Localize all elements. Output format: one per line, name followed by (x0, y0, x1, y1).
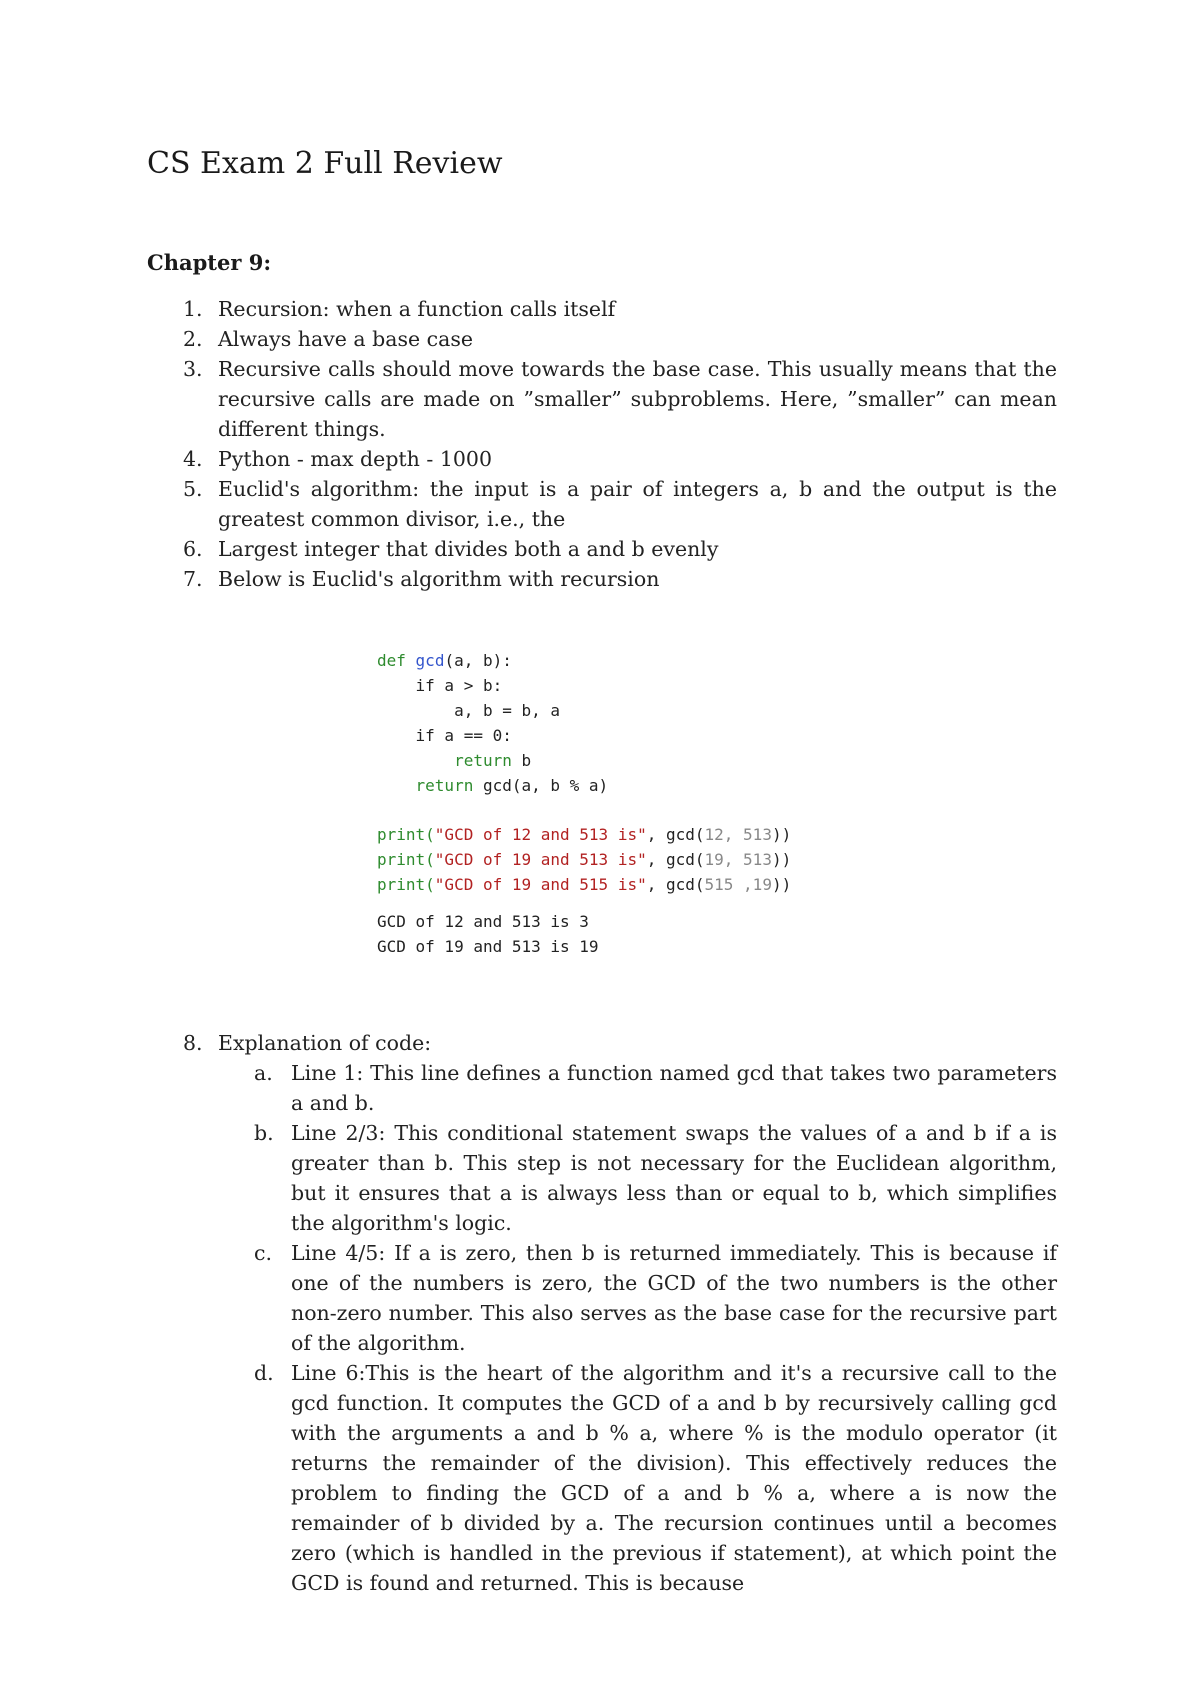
code-text: a, b = b, a (454, 701, 561, 720)
list-number: 2. (183, 327, 203, 351)
sublist-item (218, 1358, 1057, 1598)
sublist-letter: d. (254, 1361, 274, 1385)
chapter-heading: Chapter 9: (147, 250, 272, 275)
sublist-item (218, 1118, 1057, 1238)
chapter-notes-list (147, 294, 1057, 594)
code-number: 515 ,19 (704, 875, 772, 894)
code-text: b (511, 751, 532, 770)
list-item (147, 444, 1057, 474)
sublist-letter: c. (254, 1241, 272, 1265)
list-number: 3. (183, 357, 203, 381)
list-number: 1. (183, 297, 203, 321)
list-item (147, 324, 1057, 354)
code-line-6 (377, 773, 791, 798)
code-number: 19, 513 (704, 850, 772, 869)
code-string: "GCD of 19 and 513 is" (434, 850, 647, 869)
code-text: if a > b: (415, 676, 503, 695)
code-params: (a, b): (444, 651, 512, 670)
list-number: 4. (183, 447, 203, 471)
code-keyword: return (454, 751, 512, 770)
list-item (147, 564, 1057, 594)
code-keyword: print( (377, 850, 435, 869)
sublist-item (218, 1058, 1057, 1118)
code-text: )) (771, 850, 792, 869)
code-text: )) (771, 875, 792, 894)
sublist-item (218, 1238, 1057, 1358)
list-text: Explanation of code: (218, 1031, 432, 1055)
code-print-line-1 (377, 822, 791, 847)
code-output-line-1: GCD of 12 and 513 is 3 (377, 912, 589, 931)
explanation-sublist (218, 1058, 1057, 1598)
list-text: Largest integer that divides both a and b evenly (218, 537, 719, 561)
code-print-line-3 (377, 872, 791, 897)
code-text: , gcd( (646, 875, 705, 894)
code-text: , gcd( (646, 850, 705, 869)
code-string: "GCD of 12 and 513 is" (434, 825, 647, 844)
code-string: "GCD of 19 and 515 is" (434, 875, 647, 894)
code-keyword: return (415, 776, 474, 795)
list-number: 6. (183, 537, 203, 561)
sublist-letter: a. (254, 1061, 273, 1085)
list-text: Below is Euclid's algorithm with recursion (218, 567, 660, 591)
code-line-3 (377, 698, 791, 723)
code-keyword: print( (377, 825, 435, 844)
list-number: 5. (183, 477, 203, 501)
list-text: Recursion: when a function calls itself (218, 297, 616, 321)
sublist-text: Line 4/5: If a is zero, then b is returned immediately. This is because if one of the numbers is zero, the GCD of the two numbers is the other non-zero number. This also serves as the base case for the recursive part of the algorithm. (291, 1241, 1057, 1355)
list-item (147, 1028, 1057, 1598)
list-text: Recursive calls should move towards the base case. This usually means that the recursive calls are made on ”smaller” subproblems. Here, ”smaller” can mean different things. (218, 357, 1057, 441)
list-text: Always have a base case (218, 327, 474, 351)
list-number: 7. (183, 567, 203, 591)
code-text: , gcd( (646, 825, 705, 844)
list-item (147, 294, 1057, 324)
code-line-2 (377, 673, 791, 698)
list-number: 8. (183, 1031, 203, 1055)
sublist-letter: b. (254, 1121, 274, 1145)
code-text: )) (771, 825, 792, 844)
sublist-text: Line 1: This line defines a function named gcd that takes two parameters a and b. (291, 1061, 1057, 1115)
sublist-text: Line 2/3: This conditional statement swaps the values of a and b if a is greater than b. This step is not necessary for the Euclidean algorithm, but it ensures that a is always less than or equal to b, which simplifies the algorithm's logic. (291, 1121, 1057, 1235)
code-text: gcd(a, b % a) (473, 776, 609, 795)
list-item (147, 534, 1057, 564)
code-screenshot (377, 648, 791, 959)
sublist-text: Line 6:This is the heart of the algorithm and it's a recursive call to the gcd function. It computes the GCD of a and b by recursively calling gcd with the arguments a and b % a, where % is the modulo operator (it returns the remainder of the division). This effectively reduces the problem to finding the GCD of a and b % a, where a is now the remainder of b divided by a. The recursion continues until a becomes zero (which is handled in the previous if statement), at which point the GCD is found and returned. This is because (291, 1361, 1057, 1595)
code-line-4 (377, 723, 791, 748)
page-title: CS Exam 2 Full Review (147, 146, 503, 181)
code-text: if a == 0: (415, 726, 512, 745)
code-print-line-2 (377, 847, 791, 872)
list-item (147, 354, 1057, 444)
code-keyword: def (377, 651, 406, 670)
code-line-5 (377, 748, 791, 773)
code-function-name: gcd (415, 651, 445, 670)
explanation-list (147, 1028, 1057, 1598)
list-item (147, 474, 1057, 534)
list-text: Python - max depth - 1000 (218, 447, 493, 471)
code-number: 12, 513 (704, 825, 772, 844)
code-output-line-2: GCD of 19 and 513 is 19 (377, 937, 599, 956)
list-text: Euclid's algorithm: the input is a pair of integers a, b and the output is the greatest common divisor, i.e., the (218, 477, 1057, 531)
code-keyword: print( (377, 875, 435, 894)
code-line-1 (377, 648, 791, 673)
